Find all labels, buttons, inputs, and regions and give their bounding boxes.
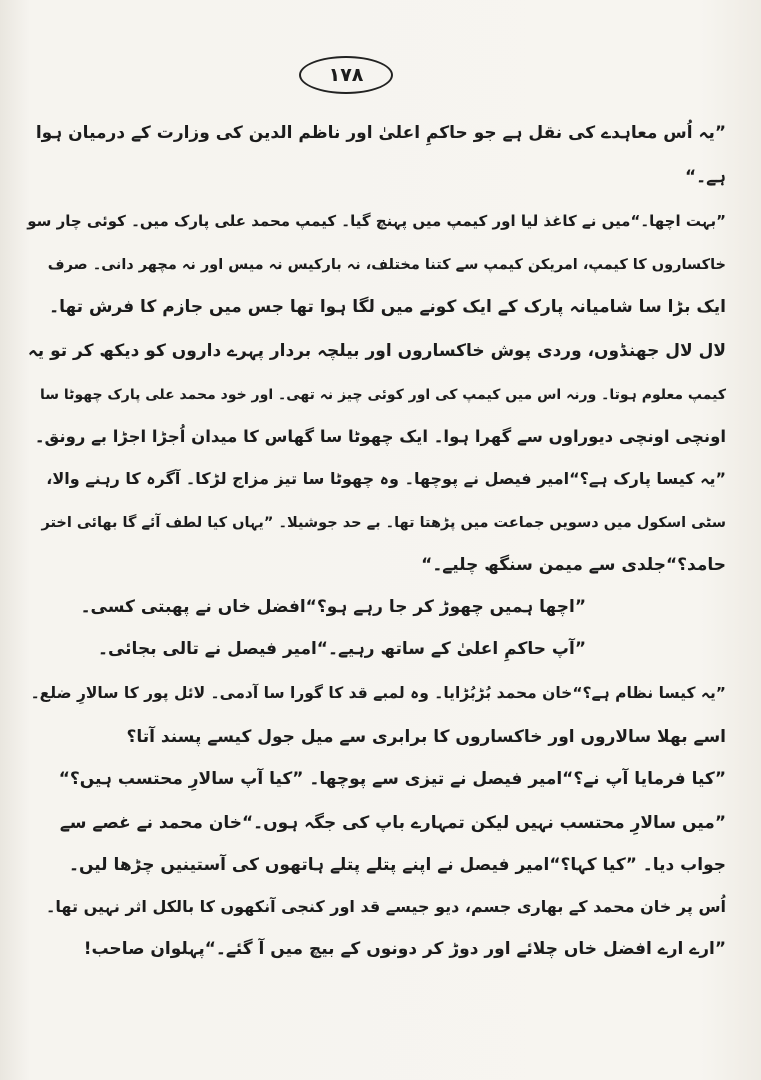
- text-line: ”کیا فرمایا آپ نے؟“امیر فیصل نے تیزی سے پوچھا۔ ”کیا آپ سالارِ محتسب ہیں؟“: [58, 769, 726, 789]
- text-line: حامد؟“جلدی سے میمن سنگھ چلیے۔“: [421, 555, 726, 575]
- page-number: ۱۷۸: [299, 56, 393, 94]
- text-line: ”بہت اچھا۔“میں نے کاغذ لیا اور کیمپ میں پہنچ گیا۔ کیمپ محمد علی پارک میں۔ کوئی چار سو: [27, 212, 726, 230]
- text-line: ”یہ کیسا نظام ہے؟“خان محمد بُڑبُڑایا۔ وہ لمبے قد کا گورا سا آدمی۔ لائل پور کا سالارِ ضلع۔: [30, 684, 726, 702]
- text-line: اونچی اونچی دیوراوں سے گھرا ہوا۔ ایک چھوٹا سا گھاس کا میدان اُجڑا اجڑا بے رونق۔: [34, 427, 726, 446]
- text-line: اسے بھلا سالاروں اور خاکساروں کا برابری سے میل جول کیسے پسند آتا؟: [126, 727, 726, 747]
- text-line: لال لال جھنڈوں، وردی پوش خاکساروں اور بیلچہ بردار پہرے داروں کو دیکھ کر تو یہ: [27, 341, 726, 361]
- text-line: ”میں سالارِ محتسب نہیں لیکن تمہارے باپ کی جگہ ہوں۔“خان محمد نے غصے سے: [59, 813, 726, 833]
- text-line: خاکساروں کا کیمپ، امریکن کیمپ سے کتنا مختلف، نہ بارکیس نہ میس اور نہ مچھر دانی۔ صرف: [47, 257, 726, 273]
- text-line: ”یہ کیسا پارک ہے؟“امیر فیصل نے پوچھا۔ وہ چھوٹا سا تیز مزاج لڑکا۔ آگرہ کا رہنے والا،: [46, 469, 726, 488]
- text-line: ”اچھا ہمیں چھوڑ کر جا رہے ہو؟“افضل خاں نے پھبتی کسی۔: [80, 597, 586, 617]
- text-line: جواب دیا۔ ”کیا کہا؟“امیر فیصل نے اپنے پتلے پتلے ہاتھوں کی آستینیں چڑھا لیں۔: [68, 855, 726, 875]
- text-line: ”یہ اُس معاہدے کی نقل ہے جو حاکمِ اعلیٰ اور ناظم الدین کی وزارت کے درمیان ہوا: [35, 123, 726, 143]
- text-line: ”آپ حاکمِ اعلیٰ کے ساتھ رہیے۔“امیر فیصل نے تالی بجائی۔: [98, 639, 586, 659]
- text-line: ایک بڑا سا شامیانہ پارک کے ایک کونے میں لگا ہوا تھا جس میں جازم کا فرش تھا۔: [49, 297, 726, 317]
- text-line: اُس پر خان محمد کے بھاری جسم، دیو جیسے قد اور کنجی آنکھوں کا بالکل اثر نہیں تھا۔: [46, 897, 726, 916]
- text-line: سٹی اسکول میں دسویں جماعت میں پڑھتا تھا۔ بے حد جوشیلا۔ ”یہاں کیا لطف آئے گا بھائی اختر: [41, 515, 726, 531]
- text-line: ”ارے ارے افضل خاں چلائے اور دوڑ کر دونوں کے بیچ میں آ گئے۔“پہلوان صاحب!: [83, 939, 726, 959]
- text-line: ہے۔“: [684, 167, 726, 187]
- text-line: کیمپ معلوم ہوتا۔ ورنہ اس میں کیمپ کی اور کوئی چیز نہ تھی۔ اور خود محمد علی پارک چھوٹا سا: [40, 387, 726, 403]
